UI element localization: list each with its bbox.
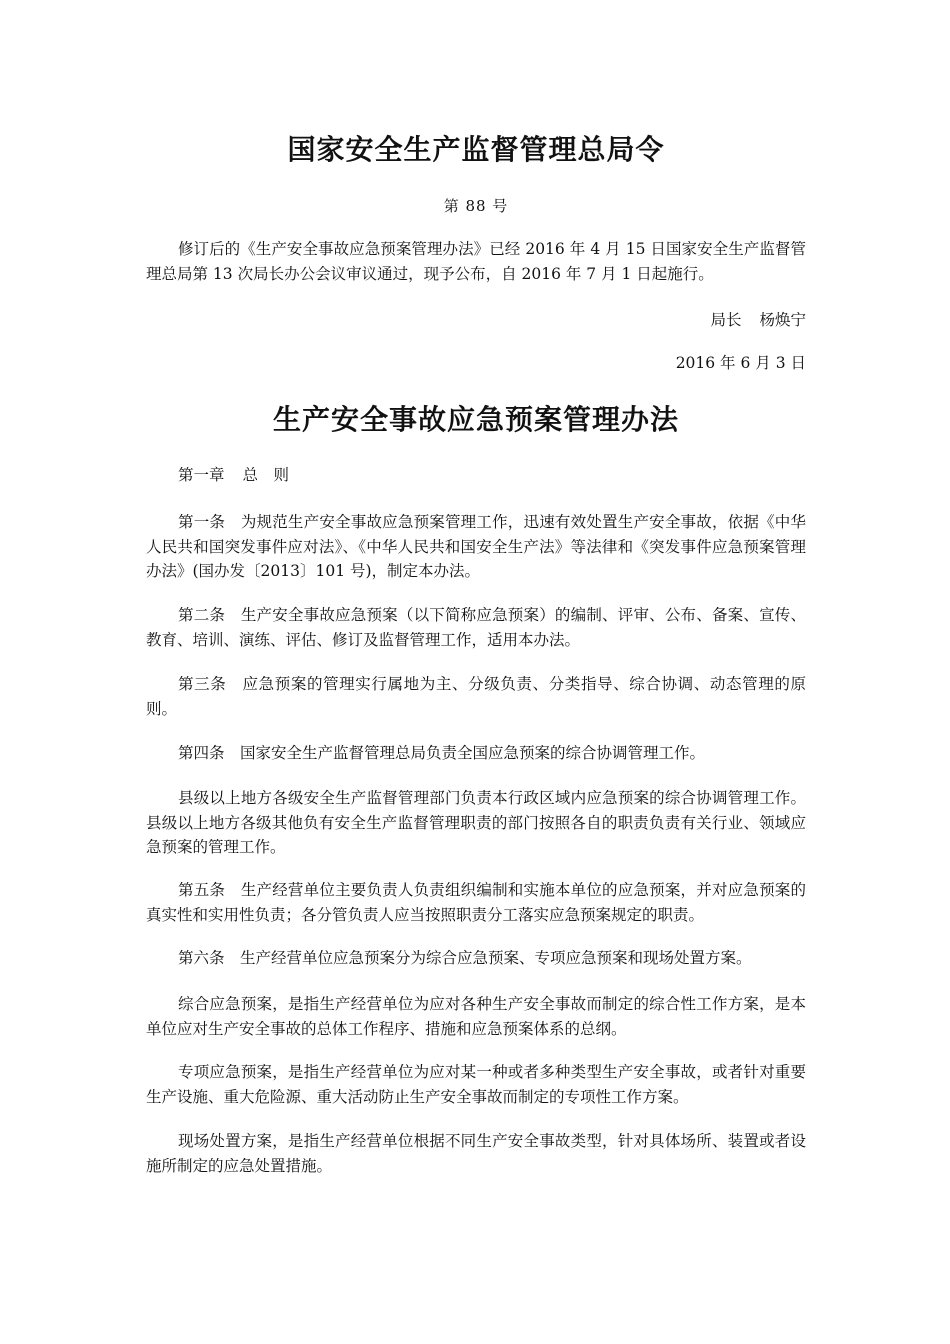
- article-2: 第二条 生产安全事故应急预案（以下简称应急预案）的编制、评审、公布、备案、宣传、教育、培训、演练、评估、修订及监督管理工作，适用本办法。: [146, 606, 806, 649]
- article-6: 第六条 生产经营单位应急预案分为综合应急预案、专项应急预案和现场处置方案。: [178, 949, 752, 967]
- signer-title: 局长: [710, 311, 742, 329]
- chapter-heading: [146, 463, 806, 488]
- decree-body: 修订后的《生产安全事故应急预案管理办法》已经 2016 年 4 月 15 日国家安全生产监督管理总局第 13 次局长办公会议审议通过，现予公布，自 2016 年 7 月 1 日起施行。: [146, 240, 806, 283]
- decree-number: 第 88 号: [443, 197, 509, 215]
- article-4-clause-2: 县级以上地方各级安全生产监督管理部门负责本行政区域内应急预案的综合协调管理工作。县级以上地方各级其他负有安全生产监督管理职责的部门按照各自的职责负责有关行业、领域应急预案的管理工作。: [146, 789, 806, 856]
- decree-date: 2016 年 6 月 3 日: [675, 354, 806, 372]
- decree-title: 国家安全生产监督管理总局令: [287, 133, 665, 166]
- article-6-comprehensive-plan: 综合应急预案，是指生产经营单位为应对各种生产安全事故而制定的综合性工作方案，是本单位应对生产安全事故的总体工作程序、措施和应急预案体系的总纲。: [146, 995, 806, 1038]
- signer-name: 杨焕宁: [759, 311, 806, 329]
- decree-signature: [146, 308, 806, 332]
- article-6-onsite-plan: 现场处置方案，是指生产经营单位根据不同生产安全事故类型，针对具体场所、装置或者设施所制定的应急处置措施。: [146, 1132, 806, 1175]
- article-3: 第三条 应急预案的管理实行属地为主、分级负责、分类指导、综合协调、动态管理的原则。: [146, 675, 806, 718]
- measures-title: 生产安全事故应急预案管理办法: [272, 403, 679, 436]
- chapter-name: 总 则: [242, 466, 290, 484]
- chapter-number: 第一章: [178, 466, 225, 484]
- article-1: 第一条 为规范生产安全事故应急预案管理工作，迅速有效处置生产安全事故，依据《中华人民共和国突发事件应对法》、《中华人民共和国安全生产法》等法律和《突发事件应急预案管理办法》(国办发〔2013〕101 号)，制定本办法。: [146, 513, 806, 580]
- article-5: 第五条 生产经营单位主要负责人负责组织编制和实施本单位的应急预案，并对应急预案的真实性和实用性负责；各分管负责人应当按照职责分工落实应急预案规定的职责。: [146, 881, 806, 924]
- article-4: 第四条 国家安全生产监督管理总局负责全国应急预案的综合协调管理工作。: [178, 744, 706, 762]
- article-6-special-plan: 专项应急预案，是指生产经营单位为应对某一种或者多种类型生产安全事故，或者针对重要生产设施、重大危险源、重大活动防止生产安全事故而制定的专项性工作方案。: [146, 1063, 806, 1106]
